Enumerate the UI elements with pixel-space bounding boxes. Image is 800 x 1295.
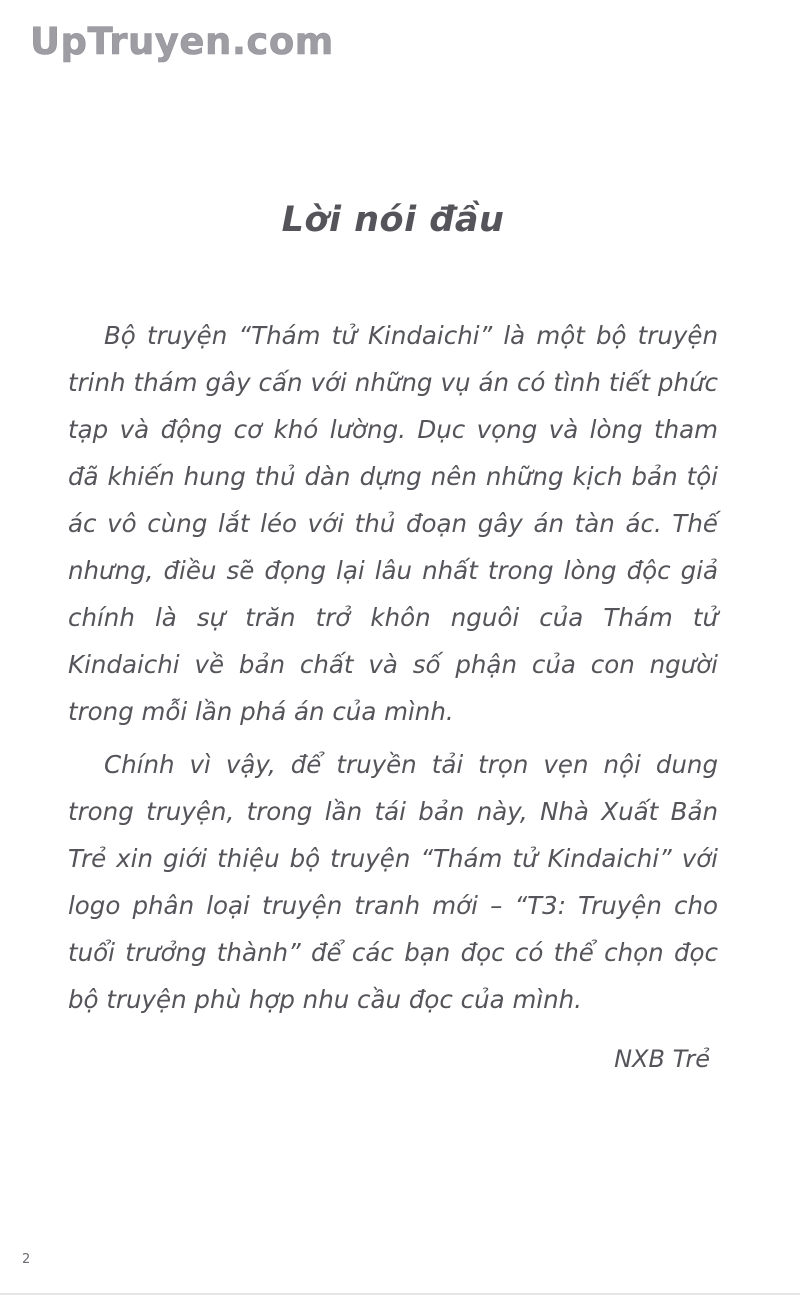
publisher-signature: NXB Trẻ — [614, 1045, 710, 1073]
page-title: Lời nói đầu — [281, 200, 505, 240]
watermark-name: UpTruyen — [30, 20, 232, 63]
paragraph-2: Chính vì vậy, để truyền tải trọn vẹn nội dung trong truyện, trong lần tái bản này, Nhà Xuất Bản Trẻ xin giới thiệu bộ truyện “Thám tử Kindaichi” với logo phân loại truyện tranh mới – “T3: Truyện cho tuổi trưởng thành” để các bạn đọc có thể chọn đọc bộ truyện phù hợp nhu cầu đọc của mình. — [68, 750, 718, 1014]
document-content — [68, 200, 718, 1073]
paragraph-1: Bộ truyện “Thám tử Kindaichi” là một bộ truyện trinh thám gây cấn với những vụ án có tình tiết phức tạp và động cơ khó lường. Dục vọng và lòng tham đã khiến hung thủ dàn dựng nên những kịch bản tội ác vô cùng lắt léo với thủ đoạn gây án tàn ác. Thế nhưng, điều sẽ đọng lại lâu nhất trong lòng độc giả chính là sự trăn trở khôn nguôi của Thám tử Kindaichi về bản chất và số phận của con người trong mỗi lần phá án của mình. — [68, 321, 718, 726]
page-number: 2 — [22, 1252, 31, 1267]
watermark-dot: . — [231, 20, 247, 63]
site-watermark — [30, 20, 334, 63]
watermark-tld: com — [246, 20, 334, 63]
